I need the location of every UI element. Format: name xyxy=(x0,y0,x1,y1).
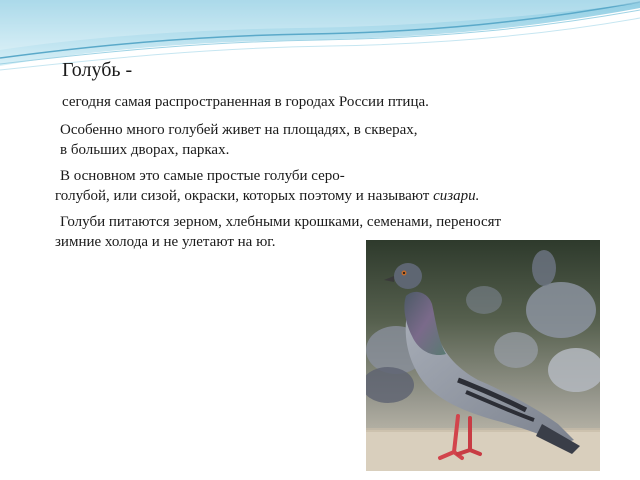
paragraph-2-line-1: Особенно много голубей живет на площадях, в скверах, xyxy=(60,122,418,138)
slide-title: Голубь - xyxy=(62,59,133,81)
paragraph-3-line-2-text: голубой, или сизой, окраски, которых поэтому и называют xyxy=(55,188,434,204)
paragraph-1-line-1: сегодня самая распространенная в городах России птица. xyxy=(62,94,429,110)
paragraph-4-line-2: зимние холода и не улетают на юг. xyxy=(55,234,276,250)
pigeon-photo xyxy=(366,240,600,471)
paragraph-3-line-2 xyxy=(55,186,479,206)
paragraph-4-line-1: Голуби питаются зерном, хлебными крошками, семенами, переносят xyxy=(60,214,502,230)
emphasized-word: сизари. xyxy=(433,188,480,204)
paragraph-2-line-2: в больших дворах, парках. xyxy=(60,142,230,158)
paragraph-3-line-1: В основном это самые простые голуби серо- xyxy=(60,168,345,184)
